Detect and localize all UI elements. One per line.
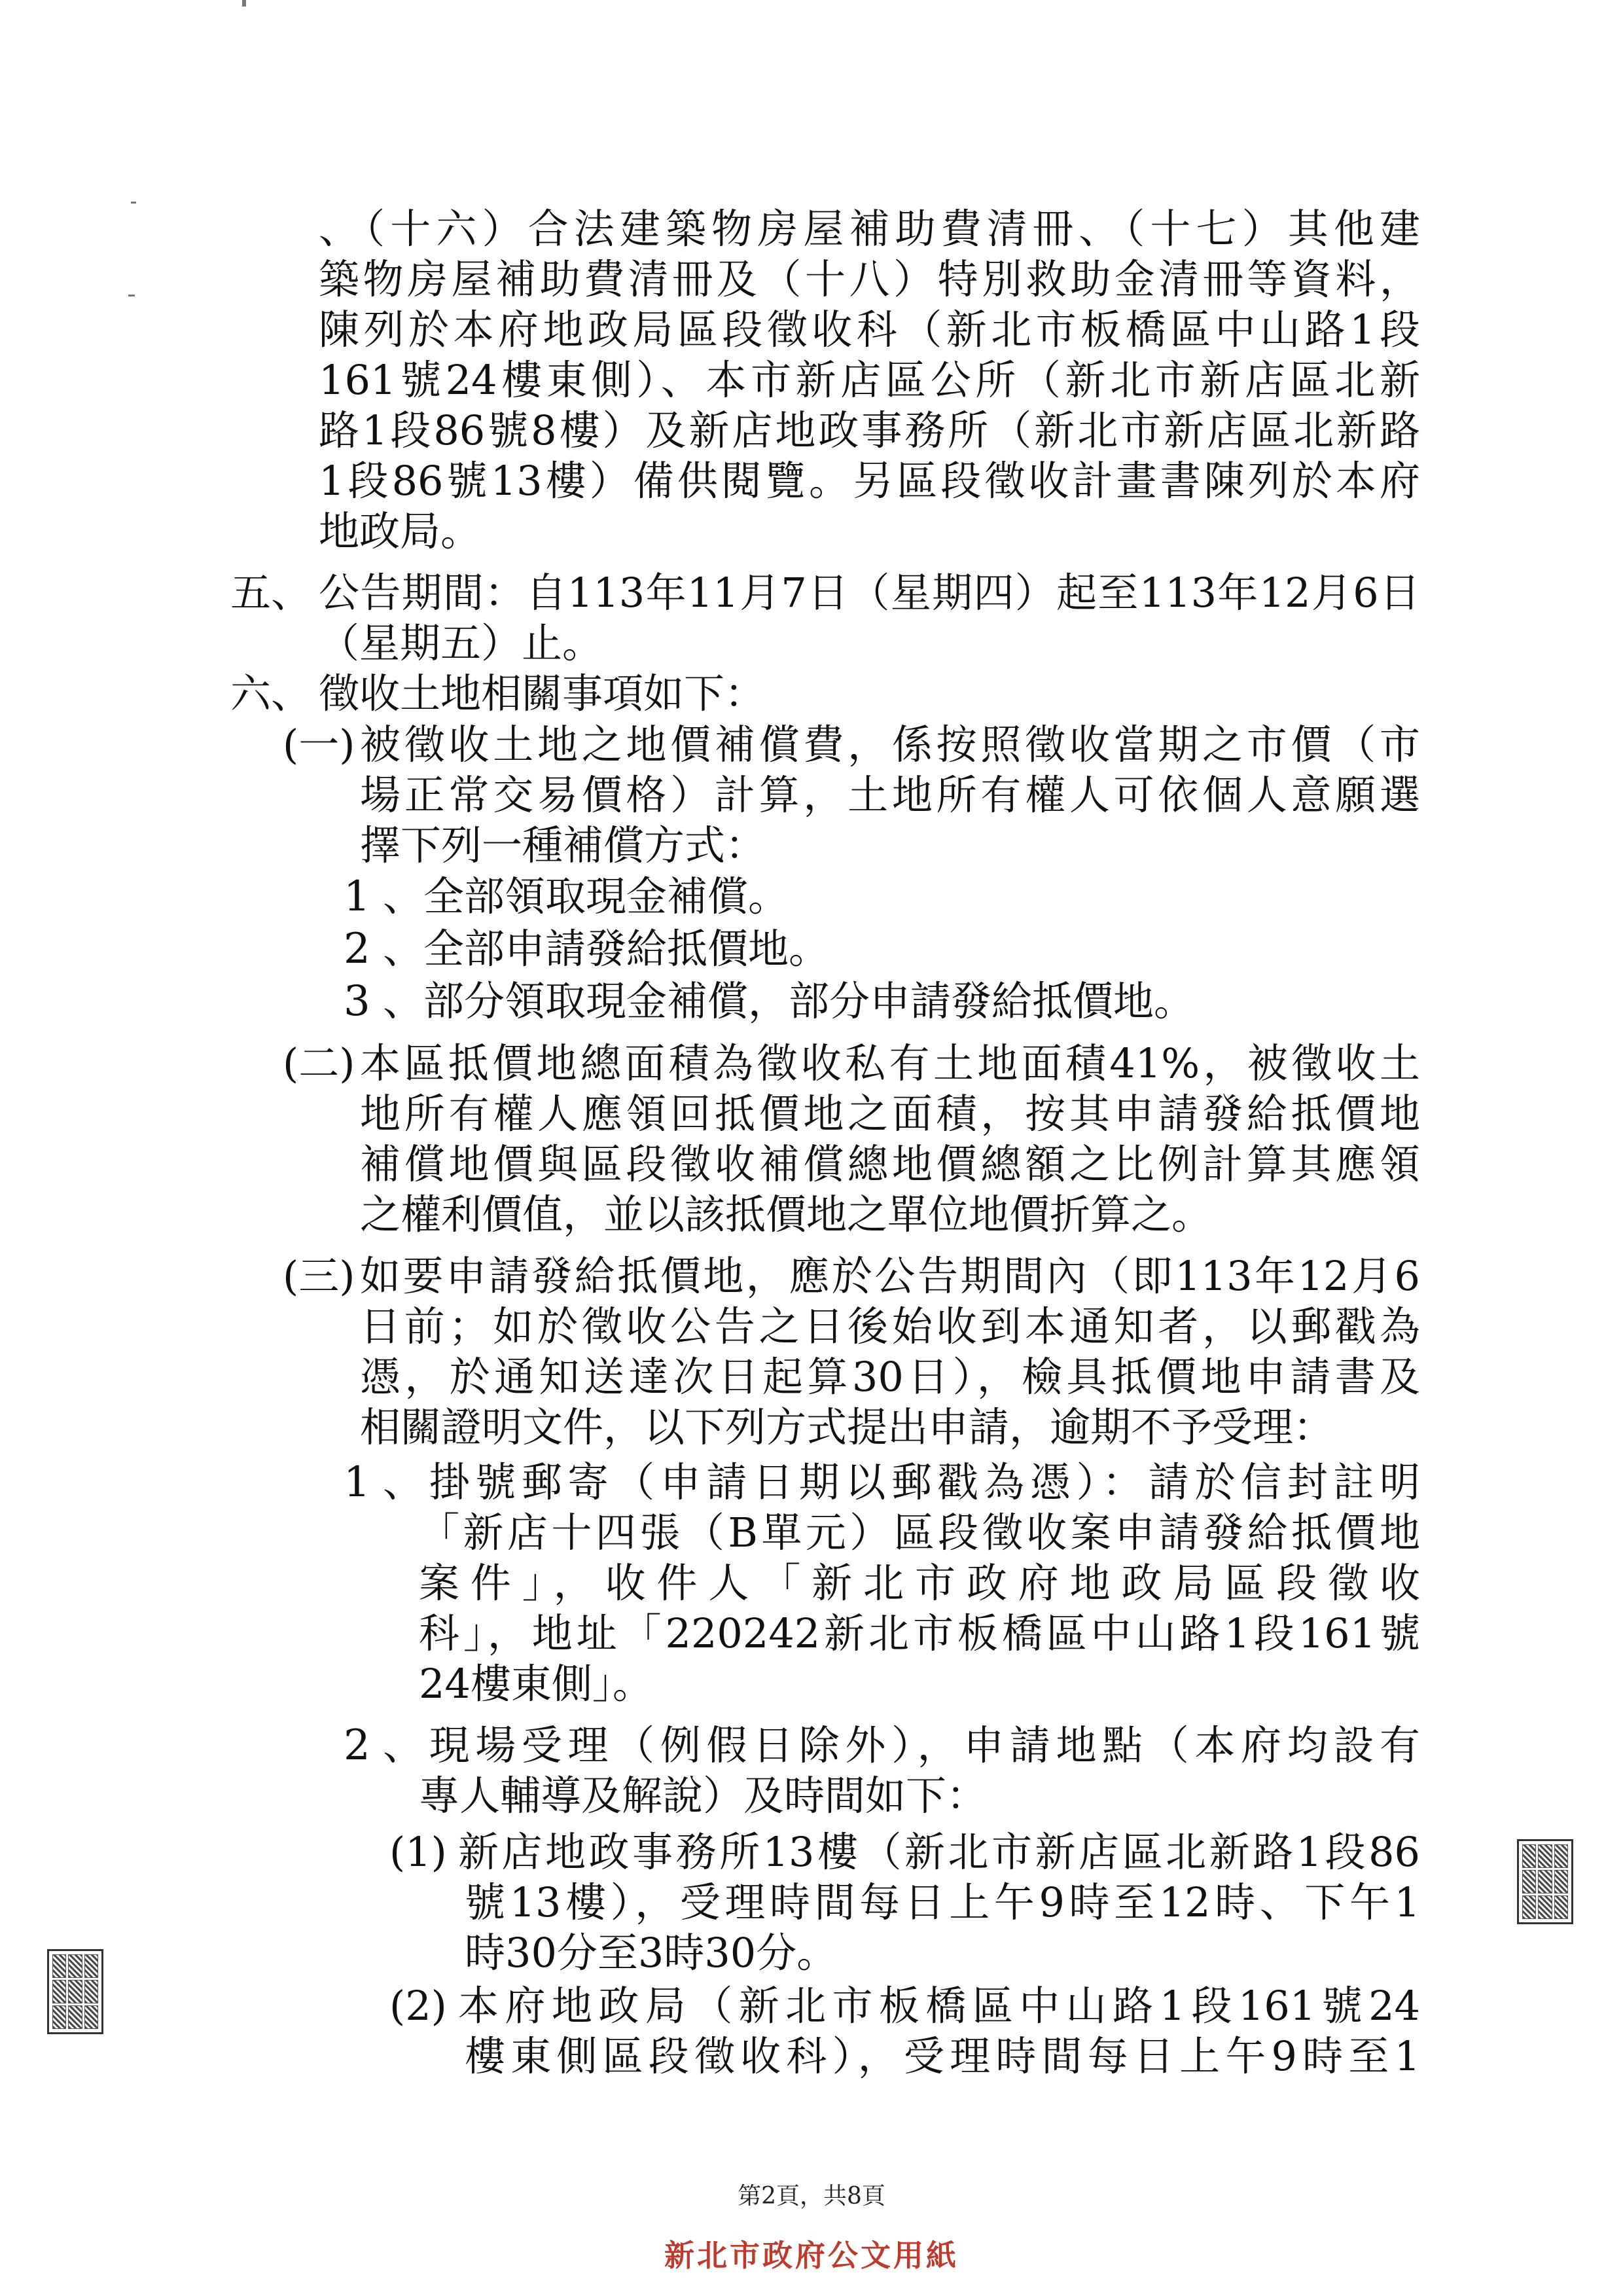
item-one-line-3: 擇下列一種補償方式： bbox=[360, 821, 766, 869]
location-two-line-1: 本府地政局（新北市板橋區中山路1段161號24 bbox=[458, 1982, 1420, 2030]
location-one-line-3: 時30分至3時30分。 bbox=[465, 1929, 838, 1977]
item-two-marker: (二) bbox=[283, 1039, 355, 1087]
body-line-1: 、（十六）合法建築物房屋補助費清冊、（十七）其他建 bbox=[319, 205, 1420, 253]
method-one-line-4: 科」，地址「220242新北市板橋區中山路1段161號 bbox=[419, 1609, 1420, 1657]
item-three-line-1: 如要申請發給抵價地，應於公告期間內（即113年12月6 bbox=[360, 1252, 1420, 1300]
section-six-label: 六 bbox=[230, 670, 272, 717]
body-line-6: 1段86號13樓）備供閱覽。另區段徵收計畫書陳列於本府 bbox=[319, 457, 1420, 505]
left-margin-seal bbox=[47, 1949, 103, 2034]
item-one-marker: (一) bbox=[283, 721, 355, 768]
sub-two-marker: 2 bbox=[344, 925, 370, 973]
sub-three-line: 、部分領取現金補償，部分申請發給抵價地。 bbox=[383, 977, 1195, 1025]
method-two-line-1: 、現場受理（例假日除外），申請地點（本府均設有 bbox=[383, 1721, 1420, 1769]
item-three-marker: (三) bbox=[283, 1252, 355, 1300]
method-two-line-2: 專人輔導及解說）及時間如下： bbox=[419, 1772, 988, 1820]
body-line-4: 161號24樓東側）、本市新店區公所（新北市新店區北新 bbox=[319, 356, 1420, 404]
body-line-5: 路1段86號8樓）及新店地政事務所（新北市新店區北新路 bbox=[319, 406, 1420, 454]
location-one-line-2: 號13樓），受理時間每日上午9時至12時、下午1 bbox=[465, 1878, 1420, 1926]
method-one-marker: 1 bbox=[344, 1458, 370, 1507]
location-two-marker: (2) bbox=[389, 1982, 447, 2030]
item-two-line-1: 本區抵價地總面積為徵收私有土地面積41%，被徵收土 bbox=[360, 1039, 1420, 1087]
page-number: 第2頁，共8頁 bbox=[738, 2183, 885, 2210]
item-three-line-3: 憑，於通知送達次日起算30日），檢具抵價地申請書及 bbox=[360, 1353, 1420, 1401]
scan-mark-3 bbox=[242, 0, 246, 7]
section-five-line-1: 公告期間：自113年11月7日（星期四）起至113年12月6日 bbox=[319, 569, 1420, 617]
item-one-line-2: 場正常交易價格）計算，土地所有權人可依個人意願選 bbox=[360, 771, 1420, 819]
location-one-marker: (1) bbox=[389, 1828, 447, 1876]
sub-three-marker: 3 bbox=[344, 977, 370, 1026]
method-two-marker: 2 bbox=[344, 1721, 370, 1770]
item-two-line-3: 補償地價與區段徵收補償總地價總額之比例計算其應領 bbox=[360, 1140, 1420, 1188]
item-two-line-2: 地所有權人應領回抵價地之面積，按其申請發給抵價地 bbox=[360, 1090, 1420, 1138]
item-three-line-2: 日前；如於徵收公告之日後始收到本通知者，以郵戳為 bbox=[360, 1302, 1420, 1350]
method-one-line-1: 、掛號郵寄（申請日期以郵戳為憑）：請於信封註明 bbox=[383, 1458, 1420, 1506]
location-one-line-1: 新店地政事務所13樓（新北市新店區北新路1段86 bbox=[458, 1828, 1420, 1876]
sub-two-line: 、全部申請發給抵價地。 bbox=[383, 925, 830, 973]
sub-one-line: 、全部領取現金補償。 bbox=[383, 872, 789, 920]
section-six-marker: 六、 bbox=[230, 670, 312, 717]
method-one-line-2: 「新店十四張（B單元）區段徵收案申請發給抵價地 bbox=[419, 1509, 1420, 1556]
section-five-label: 五 bbox=[230, 569, 272, 617]
letterhead-footer-title: 新北市政府公文用紙 bbox=[664, 2238, 959, 2273]
section-five-marker: 五、 bbox=[230, 569, 312, 617]
section-six-line-1: 徵收土地相關事項如下： bbox=[319, 670, 766, 717]
location-two-line-2: 樓東側區段徵收科），受理時間每日上午9時至1 bbox=[465, 2032, 1420, 2080]
item-two-line-4: 之權利價值，並以該抵價地之單位地價折算之。 bbox=[360, 1191, 1213, 1238]
method-one-line-5: 24樓東側」。 bbox=[419, 1660, 653, 1708]
item-three-line-4: 相關證明文件，以下列方式提出申請，逾期不予受理： bbox=[360, 1403, 1334, 1451]
scan-mark-1 bbox=[131, 202, 136, 204]
section-five-line-2: （星期五）止。 bbox=[319, 619, 603, 667]
sub-one-marker: 1 bbox=[344, 872, 370, 921]
body-line-2: 築物房屋補助費清冊及（十八）特別救助金清冊等資料， bbox=[319, 255, 1420, 303]
item-one-line-1: 被徵收土地之地價補償費，係按照徵收當期之市價（市 bbox=[360, 721, 1420, 768]
body-line-3: 陳列於本府地政局區段徵收科（新北市板橋區中山路1段 bbox=[319, 306, 1420, 353]
body-line-7: 地政局。 bbox=[319, 507, 482, 555]
scan-mark-2 bbox=[128, 295, 135, 296]
method-one-line-3: 案件」，收件人「新北市政府地政局區段徵收 bbox=[419, 1559, 1420, 1607]
right-margin-seal bbox=[1517, 1839, 1573, 1924]
